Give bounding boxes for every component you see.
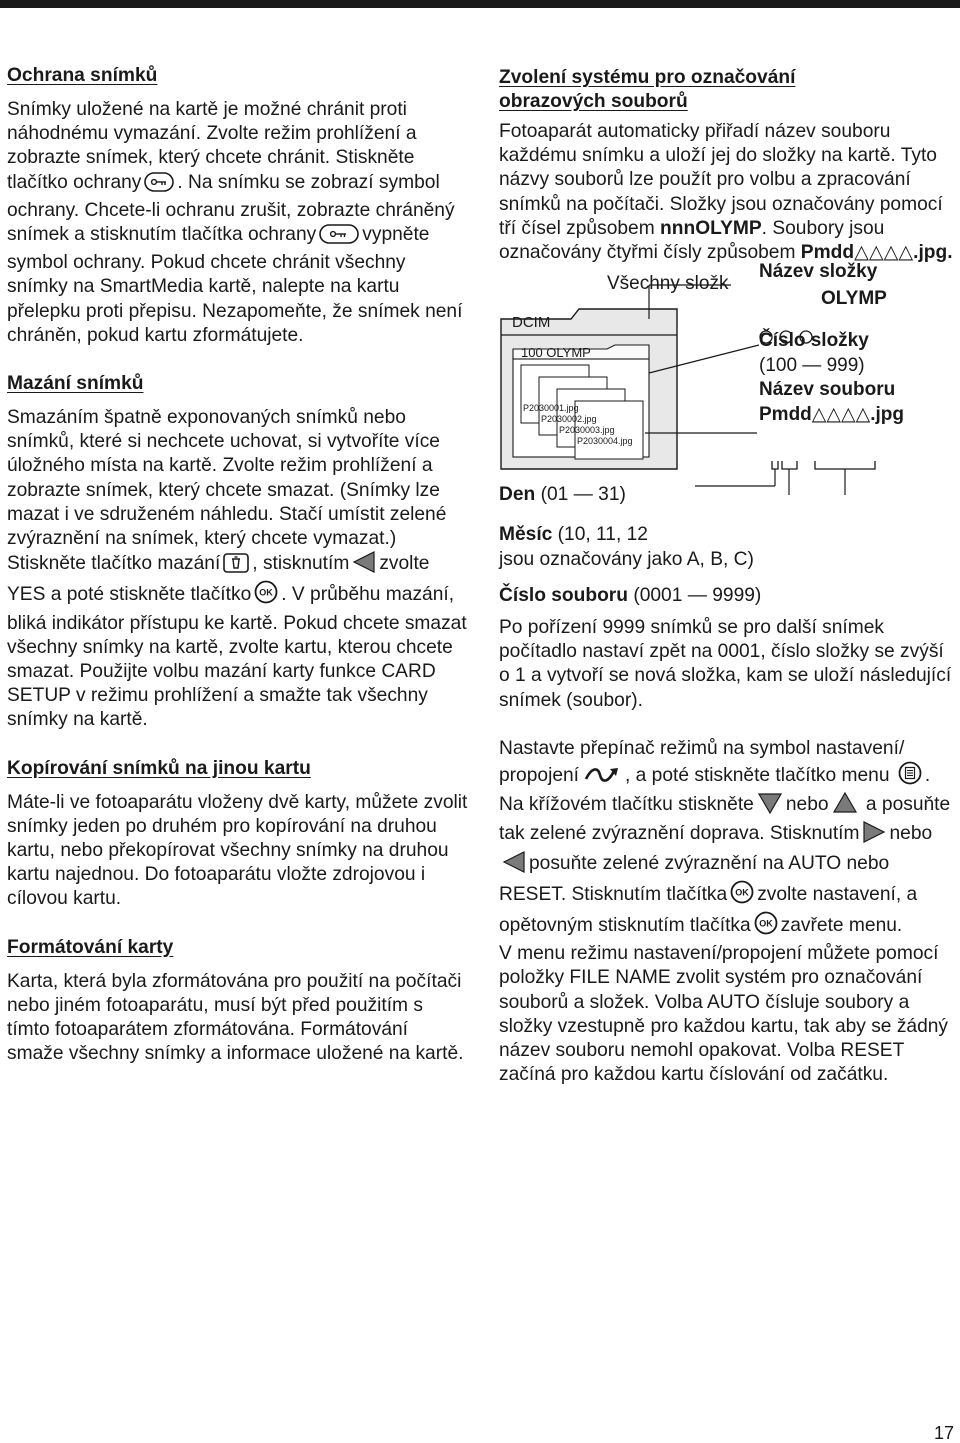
legend-rollover-text: Po pořízení 9999 snímků se pro další snímek počítadlo nastaví zpět na 0001, číslo složky se zvýší o 1 a vytvoří se nová složka, kam se uloží následující snímek (soubor). — [499, 617, 952, 711]
arrow-left-icon — [502, 851, 526, 880]
copy-text: Máte-li ve fotoaparátu vloženy dvě karty, můžete zvolit snímky jeden po druhém pro kopírování na druhou kartu, nebo překopírovat všechny snímky na druhou kartu najednou. Do fotoaparátu vložte zdrojovou i cílovou kartu. — [7, 791, 468, 910]
ok-button-icon — [254, 580, 278, 611]
left-column — [7, 64, 469, 1091]
arrow-right-icon — [862, 821, 886, 850]
svg-text:OK: OK — [758, 918, 773, 929]
setup-text: Nastavte přepínač režimů na symbol nastavení/ propojení , a poté stiskněte tlačítko menu . Na křížovém tlačítku stiskněte nebo a posuňte tak zelené zvýraznění doprava. Stisknutím neboposuňte zelené zvýraznění na AUTO nebo RESET. Stisknutím tlačítka OK zvolte nastavení, a opětovným stisknutím tlačítka OK zavřete menu. V menu režimu nastavení/propojení můžete pomocí položky FILE NAME zvolit systém pro označování souborů a složek. Volba AUTO čísluje soubory a složky vzestupně pro každou kartu, tak aby se žádný název souboru nemohl opakovat. Volba RESET začíná pro každou kartu číslování od začátku. — [499, 737, 951, 1086]
right-column — [499, 66, 959, 1087]
protect-key-icon — [144, 172, 174, 199]
section-delete — [7, 372, 469, 733]
legend-day: Den (01 — 31) — [499, 484, 626, 506]
naming-text: Fotoaparát automaticky přiřadí název souboru každému snímku a uloží jej do složky na kartě. Tyto názvy souborů lze použít pro volbu a zpracování snímků na počítači. Složky jsou označovány pomocí tří čísel způsobem nnnOLYMP. Soubory jsou označovány čtyřmi čísly způsobem Pmdd△△△△.jpg. — [499, 121, 953, 264]
page-number: 17 — [933, 1423, 954, 1443]
format-text: Karta, která byla zformátována pro použití na počítači nebo jiném fotoaparátu, musí být před použitím s tímto fotoaparátem zformátována. Formátování smaže všechny snímky a informace uložené na kartě. — [7, 970, 464, 1065]
ok-button-icon — [754, 911, 778, 942]
all-folders-label: Všechny složk — [607, 273, 729, 295]
folder-number-range: (100 — 999) — [759, 355, 865, 377]
file-name-label: Název souboru — [759, 379, 896, 401]
naming-legend — [499, 483, 959, 713]
ok-button-icon — [730, 880, 754, 911]
menu-button-icon — [898, 761, 922, 792]
folder-diagram — [499, 261, 959, 495]
top-rule — [0, 0, 960, 8]
folder-name-label: Název složky — [759, 261, 878, 283]
file-item: P2030001.jpg — [523, 403, 579, 414]
naming-heading: Zvolení systému pro označování obrazových souborů — [499, 67, 796, 112]
section-format — [7, 936, 469, 1067]
file-item: P2030002.jpg — [541, 414, 597, 425]
folder-name-value: OLYMP — [821, 288, 887, 310]
file-item: P2030003.jpg — [559, 425, 615, 436]
file-item: P2030004.jpg — [577, 436, 633, 447]
copy-heading: Kopírování snímků na jinou kartu — [7, 757, 311, 779]
arrow-down-icon — [757, 792, 783, 821]
section-copy — [7, 757, 469, 912]
svg-text:OK: OK — [259, 587, 273, 598]
svg-text:OK: OK — [735, 887, 749, 898]
delete-heading: Mazání snímků — [7, 373, 144, 395]
dcim-label: DCIM — [512, 314, 551, 332]
folder-100-label: 100 OLYMP — [521, 345, 591, 361]
delete-text: Smazáním špatně exponovaných snímků nebo snímků, které si nechcete uchovat, si vytvoříte více úložného místa na kartě. Zvolte režim prohlížení a zobrazte snímek, který chcete smazat. (Snímky lze mazat i ve sdruženém náhledu. Stačí umístit zelené zvýraznění na snímek, který chcete vymazat.) Stiskněte tlačítko mazání , stisknutím zvolte YES a poté stiskněte tlačítko OK . V průběhu mazání, bliká indikátor přístupu ke kartě. Pokud chcete smazat všechny snímky na kartě, zvolte kartu, kterou chcete smazat. Použijte volbu mazání karty funkce CARD SETUP v režimu prohlížení a smažte tak všechny snímky na kartě. — [7, 407, 467, 731]
section-protection — [7, 64, 469, 348]
file-name-pattern: Pmdd△△△△.jpg — [759, 404, 904, 426]
format-heading: Formátování karty — [7, 936, 174, 958]
protection-text: Snímky uložené na kartě je možné chránit proti náhodnému vymazání. Zvolte režim prohlížení a zobrazte snímek, který chcete chránit. Stiskněte tlačítko ochrany . Na snímku se zobrazí symbol ochrany. Chcete-li ochranu zrušit, zobrazte chráněný snímek a stisknutím tlačítka ochrany vypněte symbol ochrany. Pokud chcete chránit všechny snímky na SmartMedia kartě, nalepte na kartu přelepku proti přepisu. Nezapomeňte, že snímek není chráněn, pokud kartu zformátujete. — [7, 99, 463, 346]
protection-heading: Ochrana snímků — [7, 65, 158, 86]
trash-icon — [223, 553, 249, 580]
folder-number-label: Číslo složky — [759, 330, 869, 352]
protect-key-icon — [319, 224, 359, 251]
legend-file-number: Číslo souboru (0001 — 9999) — [499, 584, 762, 606]
arrow-up-icon — [832, 792, 858, 821]
arrow-left-icon — [352, 551, 376, 580]
setup-connect-icon — [582, 765, 622, 792]
legend-month: Měsíc (10, 11, 12 jsou označovány jako A, B, C) — [499, 524, 754, 570]
